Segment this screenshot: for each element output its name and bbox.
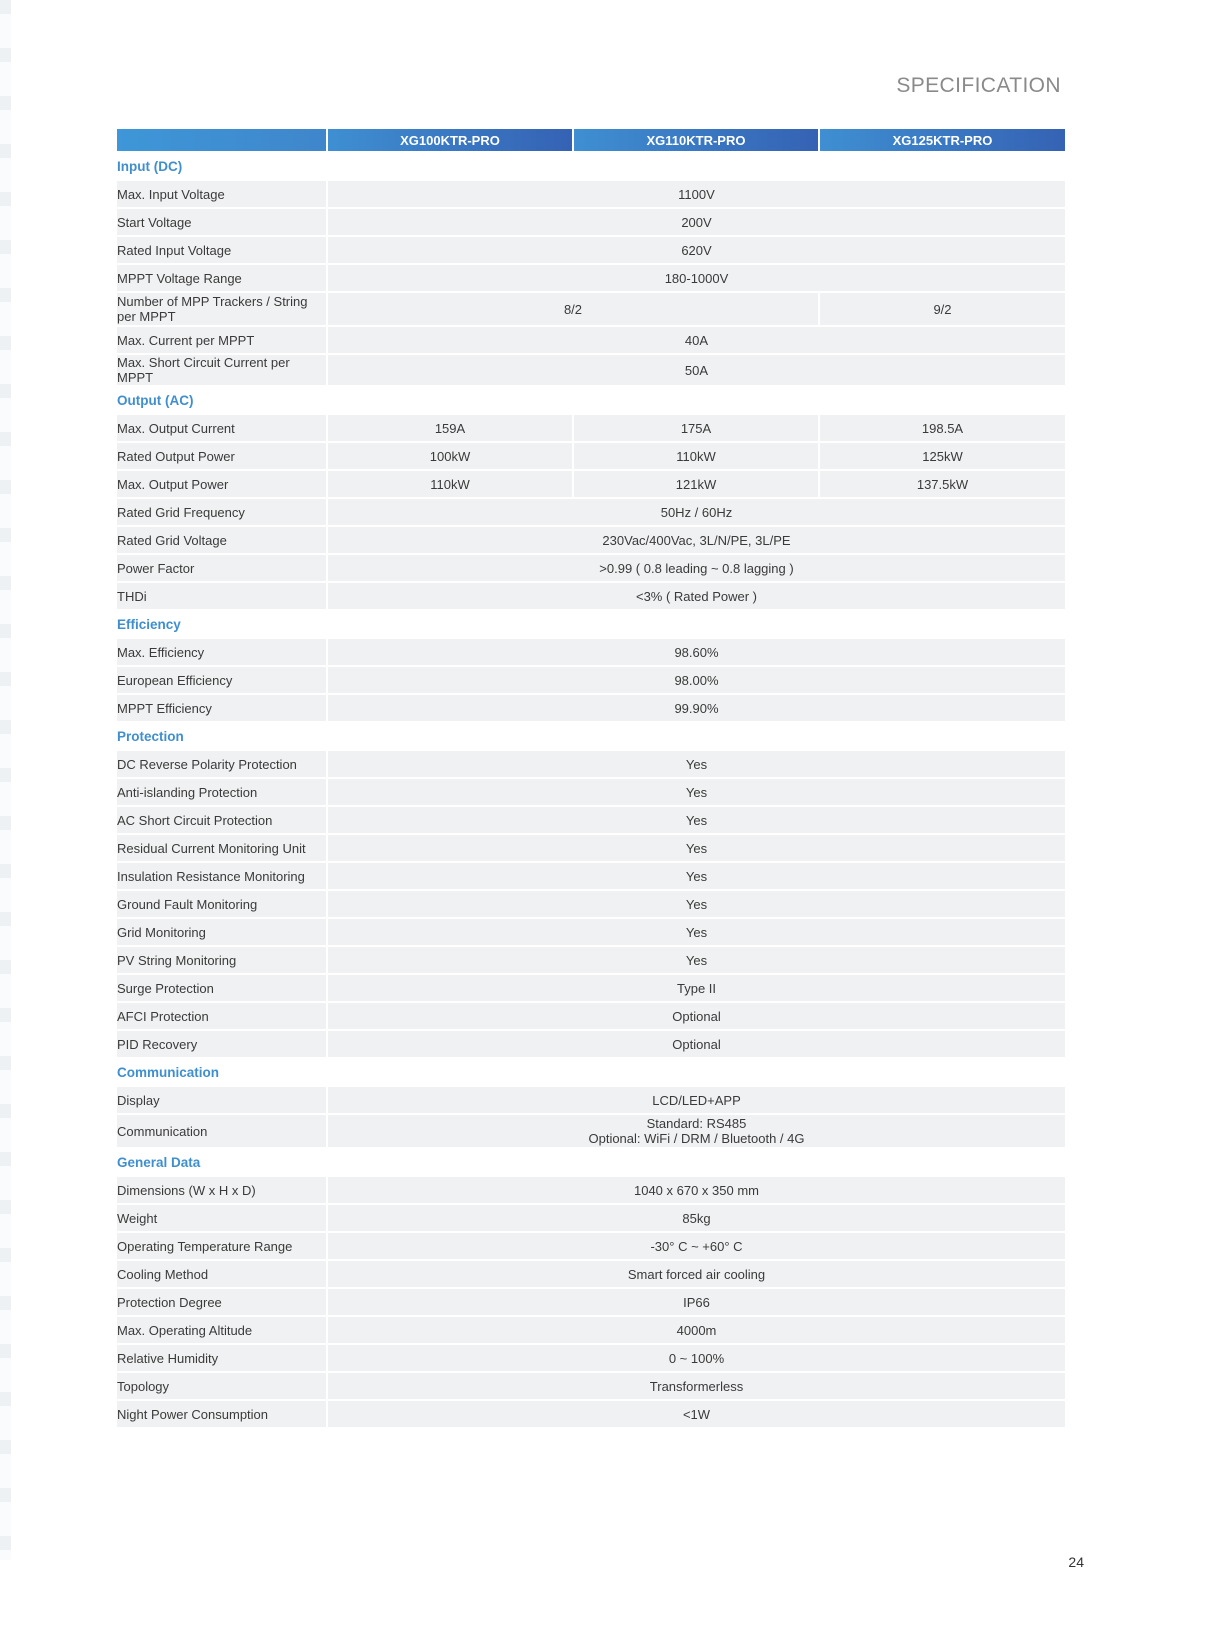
row-value: Yes [326,749,1065,777]
row-value: Yes [326,889,1065,917]
row-value: <3% ( Rated Power ) [326,581,1065,609]
table-row [117,207,1065,235]
row-value: 200V [326,207,1065,235]
table-row [117,1113,1065,1147]
row-value: 99.90% [326,693,1065,721]
row-label: Night Power Consumption [117,1399,326,1427]
row-value: 1040 x 670 x 350 mm [326,1175,1065,1203]
row-value: 110kW [572,441,818,469]
table-row [117,889,1065,917]
row-value: 9/2 [818,291,1065,325]
table-row [117,1085,1065,1113]
row-value: Optional [326,1001,1065,1029]
row-label: Insulation Resistance Monitoring [117,861,326,889]
table-row [117,325,1065,353]
row-label [117,291,326,325]
model-header: XG110KTR-PRO [572,129,818,151]
row-label: Surge Protection [117,973,326,1001]
table-row [117,1001,1065,1029]
table-row [117,1203,1065,1231]
row-value: Smart forced air cooling [326,1259,1065,1287]
row-label: Max. Efficiency [117,637,326,665]
row-value: 100kW [326,441,572,469]
row-value: 85kg [326,1203,1065,1231]
table-row [117,693,1065,721]
row-label: THDi [117,581,326,609]
row-value: 159A [326,413,572,441]
row-value: 125kW [818,441,1065,469]
page-title: SPECIFICATION [896,74,1061,97]
row-label: Topology [117,1371,326,1399]
row-value: 121kW [572,469,818,497]
section-title: Protection [117,721,1065,749]
table-row [117,1287,1065,1315]
specification-table [117,129,1065,1427]
row-label: PV String Monitoring [117,945,326,973]
row-value: -30° C ~ +60° C [326,1231,1065,1259]
row-label: Anti-islanding Protection [117,777,326,805]
row-value: 180-1000V [326,263,1065,291]
table-header-row [117,129,1065,151]
row-value: 4000m [326,1315,1065,1343]
row-label: Max. Current per MPPT [117,325,326,353]
row-value: 137.5kW [818,469,1065,497]
section-title: Communication [117,1057,1065,1085]
table-row [117,353,1065,385]
table-row [117,263,1065,291]
row-value: Yes [326,945,1065,973]
row-label: Relative Humidity [117,1343,326,1371]
row-label: PID Recovery [117,1029,326,1057]
row-value: Yes [326,833,1065,861]
row-value [326,1113,1065,1147]
section-heading-row [117,1147,1065,1175]
row-value: Yes [326,861,1065,889]
section-heading-row [117,385,1065,413]
row-value: Yes [326,777,1065,805]
row-value: <1W [326,1399,1065,1427]
row-label: Dimensions (W x H x D) [117,1175,326,1203]
section-title: General Data [117,1147,1065,1175]
row-label: Weight [117,1203,326,1231]
row-value: 8/2 [326,291,818,325]
row-label: European Efficiency [117,665,326,693]
row-value: 50A [326,353,1065,385]
section-title: Input (DC) [117,151,1065,179]
table-row [117,945,1065,973]
table-row [117,235,1065,263]
table-row [117,413,1065,441]
row-label: MPPT Voltage Range [117,263,326,291]
table-row [117,1175,1065,1203]
table-row [117,917,1065,945]
row-label: Ground Fault Monitoring [117,889,326,917]
table-row [117,1399,1065,1427]
model-header: XG125KTR-PRO [818,129,1065,151]
row-label: Max. Output Current [117,413,326,441]
section-heading-row [117,609,1065,637]
row-label: Protection Degree [117,1287,326,1315]
row-label: Grid Monitoring [117,917,326,945]
table-row [117,973,1065,1001]
row-value: Optional [326,1029,1065,1057]
row-label: Display [117,1085,326,1113]
row-value: 620V [326,235,1065,263]
row-value: IP66 [326,1287,1065,1315]
section-title: Efficiency [117,609,1065,637]
section-heading-row [117,1057,1065,1085]
header-corner-cell [117,129,326,151]
table-row [117,637,1065,665]
row-label: Rated Output Power [117,441,326,469]
table-row [117,665,1065,693]
row-label: Rated Input Voltage [117,235,326,263]
table-row [117,861,1065,889]
row-label: MPPT Efficiency [117,693,326,721]
section-title: Output (AC) [117,385,1065,413]
page-edge-decoration [0,0,11,1560]
page-number: 24 [1068,1554,1084,1570]
row-label: Rated Grid Frequency [117,497,326,525]
row-value: Yes [326,917,1065,945]
table-row [117,497,1065,525]
row-value: 0 ~ 100% [326,1343,1065,1371]
table-row [117,1029,1065,1057]
row-label: AFCI Protection [117,1001,326,1029]
row-value: LCD/LED+APP [326,1085,1065,1113]
row-label: Rated Grid Voltage [117,525,326,553]
row-label: Power Factor [117,553,326,581]
row-label: DC Reverse Polarity Protection [117,749,326,777]
table-row [117,525,1065,553]
table-row [117,777,1065,805]
table-row [117,749,1065,777]
table-row [117,833,1065,861]
table-row [117,1371,1065,1399]
table-row [117,1315,1065,1343]
row-value: Yes [326,805,1065,833]
row-label: Residual Current Monitoring Unit [117,833,326,861]
table-row [117,179,1065,207]
table-row [117,553,1065,581]
section-heading-row [117,151,1065,179]
row-value: 50Hz / 60Hz [326,497,1065,525]
row-label: Max. Output Power [117,469,326,497]
row-value: Type II [326,973,1065,1001]
row-value: 1100V [326,179,1065,207]
row-label: Operating Temperature Range [117,1231,326,1259]
model-header: XG100KTR-PRO [326,129,572,151]
table-row [117,441,1065,469]
row-label-text: Number of MPP Trackers / String per MPPT [117,294,308,324]
table-row [117,469,1065,497]
row-value: 98.00% [326,665,1065,693]
table-row [117,1343,1065,1371]
row-label: Max. Input Voltage [117,179,326,207]
table-row [117,1259,1065,1287]
table-row [117,1231,1065,1259]
row-label: Communication [117,1113,326,1147]
row-value: >0.99 ( 0.8 leading ~ 0.8 lagging ) [326,553,1065,581]
row-label: Max. Operating Altitude [117,1315,326,1343]
section-heading-row [117,721,1065,749]
row-value: 230Vac/400Vac, 3L/N/PE, 3L/PE [326,525,1065,553]
row-label: AC Short Circuit Protection [117,805,326,833]
row-value: 110kW [326,469,572,497]
row-value: 175A [572,413,818,441]
row-value: Transformerless [326,1371,1065,1399]
row-label: Cooling Method [117,1259,326,1287]
row-value-line: Optional: WiFi / DRM / Bluetooth / 4G [588,1131,805,1146]
row-value-line: Standard: RS485 [646,1116,747,1131]
row-label: Start Voltage [117,207,326,235]
row-value: 198.5A [818,413,1065,441]
table-row [117,581,1065,609]
row-label: Max. Short Circuit Current per MPPT [117,353,326,385]
table-row [117,291,1065,325]
row-value: 98.60% [326,637,1065,665]
table-row [117,805,1065,833]
row-value: 40A [326,325,1065,353]
